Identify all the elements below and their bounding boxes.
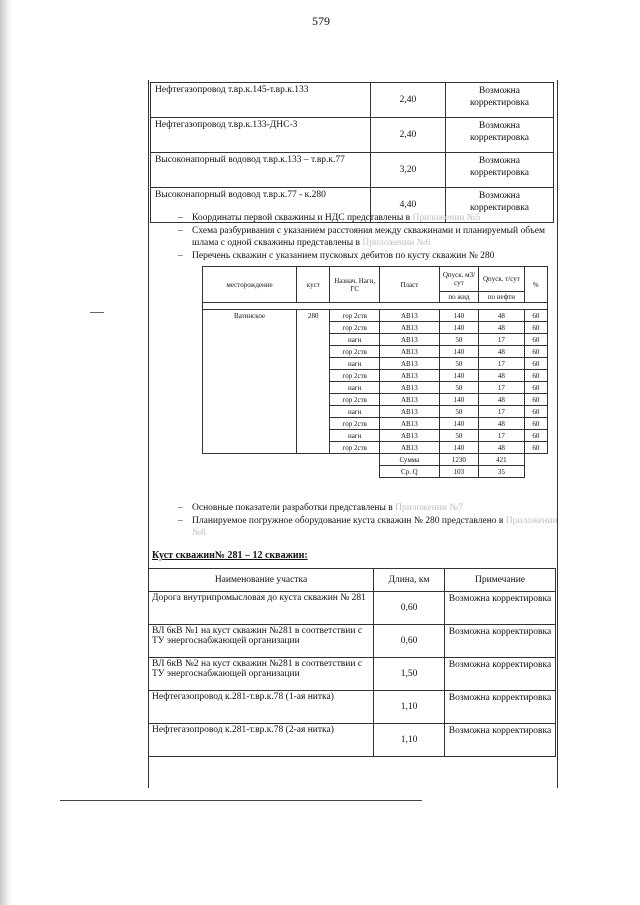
section-note: Возможна корректировка	[445, 724, 556, 757]
well-pad	[297, 430, 330, 442]
section-note: Возможна корректировка	[445, 658, 556, 691]
well-purpose: нагн	[330, 358, 380, 370]
section-length: 0,60	[374, 625, 445, 658]
well-q-oil: 17	[479, 406, 525, 418]
bullet-drilling-scheme	[178, 225, 558, 250]
well-row	[203, 310, 548, 322]
well-field	[203, 442, 297, 454]
well-field	[203, 322, 297, 334]
bullet-dev-indicators	[178, 502, 558, 515]
well-field	[203, 358, 297, 370]
well-layer: АВ13	[380, 418, 440, 430]
pad-281-table	[148, 568, 556, 757]
col-q-liquid-sub: по жид	[439, 292, 478, 303]
pipeline-length: 2,40	[370, 118, 445, 153]
empty-cell	[297, 454, 330, 466]
col-note: Примечание	[445, 569, 556, 592]
col-field: месторождение	[203, 267, 297, 303]
pipeline-note: Возможна корректировка	[445, 83, 553, 118]
sum-label: Сумма	[380, 454, 440, 466]
well-pad	[297, 418, 330, 430]
well-q-liquid: 50	[439, 382, 478, 394]
well-q-liquid: 140	[439, 370, 478, 382]
well-pad	[297, 406, 330, 418]
col-layer: Пласт	[380, 267, 440, 303]
well-pct: 60	[524, 430, 547, 442]
avg-label: Ср. Q	[380, 466, 440, 478]
well-q-oil: 17	[479, 430, 525, 442]
well-field	[203, 382, 297, 394]
well-layer: АВ13	[380, 310, 440, 322]
pipelines-table	[150, 82, 554, 223]
well-q-oil: 17	[479, 334, 525, 346]
well-row	[203, 382, 548, 394]
well-purpose: гор 2ств	[330, 322, 380, 334]
well-row	[203, 442, 548, 454]
well-row	[203, 394, 548, 406]
well-purpose: нагн	[330, 382, 380, 394]
pipeline-note: Возможна корректировка	[445, 153, 553, 188]
well-q-liquid: 50	[439, 406, 478, 418]
well-pad	[297, 370, 330, 382]
pipeline-name: Нефтегазопровод т.вр.к.145-т.вр.к.133	[151, 83, 371, 118]
pipeline-note: Возможна корректировка	[445, 188, 553, 223]
col-purpose: Назнач. Нагн, ГС	[330, 267, 380, 303]
well-pad	[297, 358, 330, 370]
well-q-liquid: 50	[439, 358, 478, 370]
well-pct: 60	[524, 334, 547, 346]
well-q-liquid: 140	[439, 322, 478, 334]
appendix-ref: Приложении №6	[362, 238, 431, 248]
well-pad	[297, 334, 330, 346]
well-field: Ватинское	[203, 310, 297, 322]
well-pad	[297, 322, 330, 334]
well-q-oil: 48	[479, 322, 525, 334]
empty-cell	[524, 454, 547, 466]
pipeline-note: Возможна корректировка	[445, 118, 553, 153]
well-row	[203, 406, 548, 418]
spacer-row	[203, 303, 548, 310]
bullet-wells-list	[178, 250, 558, 263]
well-pct: 60	[524, 370, 547, 382]
well-q-oil: 48	[479, 346, 525, 358]
well-pct: 60	[524, 310, 547, 322]
well-pct: 60	[524, 358, 547, 370]
col-pct: %	[524, 267, 547, 303]
well-pad	[297, 394, 330, 406]
col-q-oil: Qпуск. т/сут	[479, 267, 525, 292]
well-pct: 60	[524, 394, 547, 406]
well-purpose: гор 2ств	[330, 394, 380, 406]
pipeline-row	[151, 153, 554, 188]
bullets-bottom	[178, 502, 558, 540]
well-q-liquid: 140	[439, 442, 478, 454]
well-layer: АВ13	[380, 346, 440, 358]
well-pct: 60	[524, 442, 547, 454]
section-note: Возможна корректировка	[445, 691, 556, 724]
pipeline-row	[151, 83, 554, 118]
pipeline-length: 2,40	[370, 83, 445, 118]
well-row	[203, 370, 548, 382]
well-row	[203, 346, 548, 358]
page-number: 579	[312, 14, 330, 28]
well-q-oil: 48	[479, 394, 525, 406]
well-q-liquid: 140	[439, 310, 478, 322]
bullet-coordinates	[178, 212, 558, 225]
well-field	[203, 406, 297, 418]
well-q-liquid: 50	[439, 430, 478, 442]
well-purpose: нагн	[330, 430, 380, 442]
well-purpose: гор 2ств	[330, 418, 380, 430]
col-length: Длина, км	[374, 569, 445, 592]
appendix-ref: Приложении №5	[412, 213, 481, 223]
section-name: ВЛ 6кВ №1 на куст скважин №281 в соответствии с ТУ энергоснабжающей организации	[149, 625, 374, 658]
well-pad	[297, 346, 330, 358]
pipeline-name: Высоконапорный водовод т.вр.к.77 - к.280	[151, 188, 371, 223]
well-q-liquid: 140	[439, 394, 478, 406]
avg-q-oil: 35	[479, 466, 525, 478]
section-note: Возможна корректировка	[445, 592, 556, 625]
well-q-oil: 48	[479, 442, 525, 454]
section-name: Дорога внутрипромысловая до куста скважин № 281	[149, 592, 374, 625]
col-q-liquid: Qпуск. м3/сут	[439, 267, 478, 292]
well-layer: АВ13	[380, 334, 440, 346]
wells-table	[202, 266, 548, 478]
well-row	[203, 418, 548, 430]
well-field	[203, 430, 297, 442]
section-row	[149, 724, 556, 757]
well-pad: 280	[297, 310, 330, 322]
section-heading: Куст скважин№ 281 – 12 скважин:	[152, 550, 308, 561]
sum-q-liquid: 1230	[439, 454, 478, 466]
well-row	[203, 358, 548, 370]
well-pct: 60	[524, 382, 547, 394]
well-purpose: гор 2ств	[330, 346, 380, 358]
well-purpose: гор 2ств	[330, 442, 380, 454]
section-row	[149, 658, 556, 691]
well-layer: АВ13	[380, 322, 440, 334]
well-layer: АВ13	[380, 406, 440, 418]
col-name: Наименование участка	[149, 569, 374, 592]
well-layer: АВ13	[380, 370, 440, 382]
empty-cell	[203, 466, 297, 478]
bullet-text: Планируемое погружное оборудование куста скважин № 280 представлено в	[192, 515, 504, 526]
well-q-oil: 17	[479, 382, 525, 394]
well-row	[203, 334, 548, 346]
well-purpose: нагн	[330, 406, 380, 418]
well-pad	[297, 382, 330, 394]
well-q-liquid: 140	[439, 418, 478, 430]
col-q-oil-sub: по нефти	[479, 292, 525, 303]
section-row	[149, 625, 556, 658]
empty-cell	[203, 454, 297, 466]
pipeline-length: 3,20	[370, 153, 445, 188]
well-layer: АВ13	[380, 382, 440, 394]
well-field	[203, 418, 297, 430]
pipeline-length: 4,40	[370, 188, 445, 223]
well-pct: 60	[524, 418, 547, 430]
bullet-text: Схема разбуривания с указанием расстояния между скважинами и планируемый объем шлама с одной скважины представлены в	[192, 225, 545, 248]
bullets-top	[178, 212, 558, 262]
pipeline-name: Нефтегазопровод т.вр.к.133-ДНС-3	[151, 118, 371, 153]
bullet-text: Координаты первой скважины и НДС представлены в	[192, 213, 411, 223]
section-length: 0,60	[374, 592, 445, 625]
empty-cell	[524, 466, 547, 478]
empty-cell	[330, 454, 380, 466]
well-row	[203, 430, 548, 442]
well-layer: АВ13	[380, 394, 440, 406]
well-q-oil: 48	[479, 418, 525, 430]
well-row	[203, 322, 548, 334]
well-field	[203, 346, 297, 358]
section-length: 1,10	[374, 724, 445, 757]
well-q-oil: 48	[479, 370, 525, 382]
avg-q-liquid: 103	[439, 466, 478, 478]
footer-rule	[60, 800, 422, 801]
well-field	[203, 334, 297, 346]
sum-q-oil: 421	[479, 454, 525, 466]
empty-cell	[330, 466, 380, 478]
section-note: Возможна корректировка	[445, 625, 556, 658]
well-pad	[297, 442, 330, 454]
bullet-text: Основные показатели разработки представлены в	[192, 503, 393, 513]
section-name: ВЛ 6кВ №2 на куст скважин №281 в соответствии с ТУ энергоснабжающей организации	[149, 658, 374, 691]
bullet-text: Перечень скважин с указанием пусковых дебитов по кусту скважин № 280	[192, 250, 495, 261]
well-field	[203, 394, 297, 406]
well-q-liquid: 50	[439, 334, 478, 346]
col-pad: куст	[297, 267, 330, 303]
appendix-ref: Приложении №7	[395, 503, 464, 513]
well-pct: 60	[524, 322, 547, 334]
margin-mark	[90, 312, 104, 313]
well-purpose: нагн	[330, 334, 380, 346]
well-q-oil: 17	[479, 358, 525, 370]
well-purpose: гор 2ств	[330, 310, 380, 322]
well-layer: АВ13	[380, 358, 440, 370]
section-row	[149, 691, 556, 724]
well-layer: АВ13	[380, 430, 440, 442]
well-purpose: гор 2ств	[330, 370, 380, 382]
bullet-equipment	[178, 515, 558, 540]
well-layer: АВ13	[380, 442, 440, 454]
well-field	[203, 370, 297, 382]
well-pct: 60	[524, 406, 547, 418]
scan-edge	[0, 0, 12, 905]
section-row	[149, 592, 556, 625]
well-q-liquid: 140	[439, 346, 478, 358]
pipeline-name: Высоконапорный водовод т.вр.к.133 – т.вр.к.77	[151, 153, 371, 188]
section-name: Нефтегазопровод к.281-т.вр.к.78 (1-ая нитка)	[149, 691, 374, 724]
well-pct: 60	[524, 346, 547, 358]
section-length: 1,10	[374, 691, 445, 724]
pipeline-row	[151, 118, 554, 153]
appendix-ref: Приложении №8	[192, 515, 558, 538]
section-length: 1,50	[374, 658, 445, 691]
well-q-oil: 48	[479, 310, 525, 322]
section-name: Нефтегазопровод к.281-т.вр.к.78 (2-ая нитка)	[149, 724, 374, 757]
empty-cell	[297, 466, 330, 478]
